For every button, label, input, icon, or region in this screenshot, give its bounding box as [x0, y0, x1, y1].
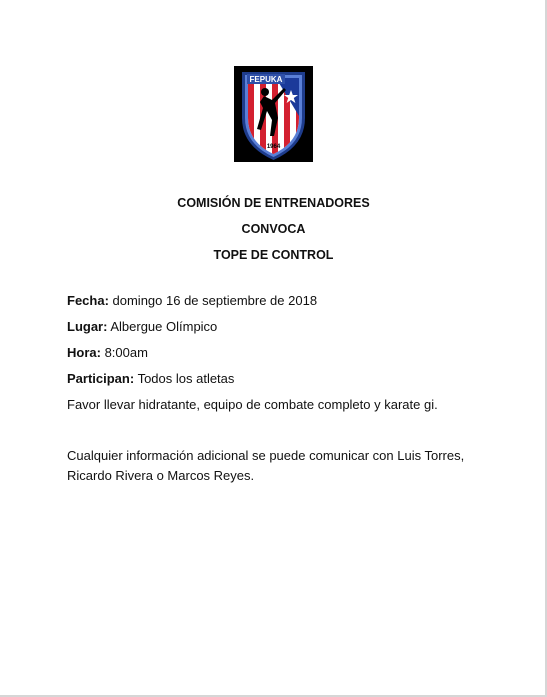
detail-lugar [67, 314, 507, 340]
fecha-label: Fecha: [67, 293, 109, 308]
lugar-label: Lugar: [67, 319, 108, 334]
heading-comision: COMISIÓN DE ENTRENADORES [177, 196, 370, 210]
contact-line-1: Cualquier información adicional se puede comunicar con Luis Torres, [67, 448, 465, 463]
hora-label: Hora: [67, 345, 101, 360]
fecha-value: domingo 16 de septiembre de 2018 [108, 293, 318, 308]
detail-fecha [67, 288, 507, 314]
detail-participan [67, 366, 507, 392]
event-details [67, 288, 507, 418]
fepuka-logo [234, 66, 313, 162]
participan-value: Todos los atletas [134, 371, 235, 386]
hora-value: 8:00am [100, 345, 148, 360]
lugar-value: Albergue Olímpico [107, 319, 218, 334]
participan-label: Participan: [67, 371, 135, 386]
heading-tope-de-control: TOPE DE CONTROL [213, 248, 334, 262]
logo-year-text: 1964 [266, 144, 281, 150]
fepuka-shield-emblem [234, 66, 313, 162]
contact-info [67, 446, 487, 486]
detail-hora [67, 340, 507, 366]
heading-block [0, 190, 547, 268]
heading-convoca: CONVOCA [241, 222, 306, 236]
logo-banner-text: FEPUKA [249, 75, 283, 84]
contact-line-2: Ricardo Rivera o Marcos Reyes. [67, 468, 255, 483]
equipment-note: Favor llevar hidratante, equipo de combate completo y karate gi. [67, 397, 438, 412]
